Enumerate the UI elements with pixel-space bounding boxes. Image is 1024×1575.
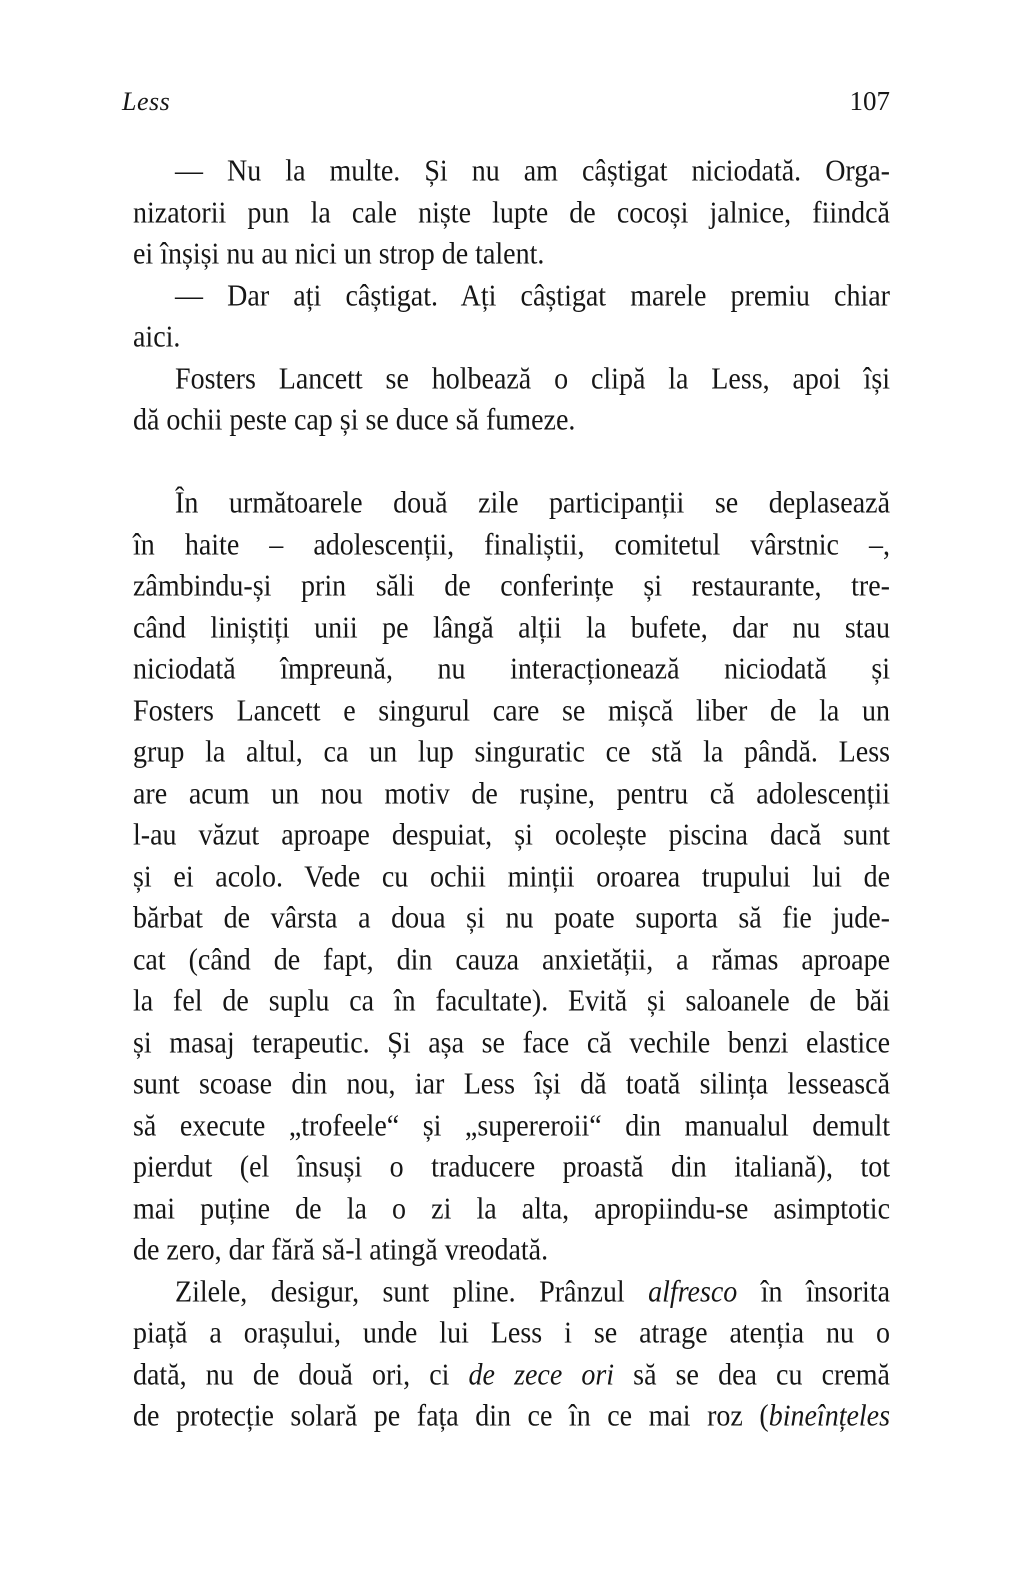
text-line xyxy=(133,606,890,651)
text-run: — Dar ați câștigat. Ați câștigat marele premiu chiar xyxy=(175,279,890,313)
text-run: bărbat de vârsta a doua și nu poate suporta să fie jude- xyxy=(133,901,890,936)
text-run: aici. xyxy=(133,320,181,355)
text-line xyxy=(133,1145,890,1190)
text-run: — Nu la multe. Și nu am câștigat niciodată. Orga- xyxy=(175,154,890,189)
text-run: în haite – adolescenții, finaliștii, comitetul vârstnic –, xyxy=(133,528,890,562)
text-run: nizatorii pun la cale niște lupte de cocoși jalnice, fiindcă xyxy=(133,196,890,230)
text-line xyxy=(133,191,890,236)
paragraph-narration-2 xyxy=(133,483,890,1272)
text-run: dată, nu de două ori, ci xyxy=(133,1358,469,1392)
text-line xyxy=(133,647,890,692)
text-run: l-au văzut aproape despuiat, și ocolește piscina dacă sunt xyxy=(133,818,890,853)
text-line xyxy=(133,357,890,402)
paragraph-dialogue-2 xyxy=(133,276,890,359)
text-line xyxy=(133,523,890,568)
paragraph-narration-1 xyxy=(133,359,890,442)
text-run: Fosters Lancett se holbează o clipă la Less, apoi își xyxy=(175,362,890,396)
text-line xyxy=(133,232,890,277)
text-line xyxy=(133,149,890,194)
text-line xyxy=(133,398,890,443)
text-run: să execute „trofeele“ și „supereroii“ din manualul demult xyxy=(133,1109,890,1143)
text-line xyxy=(133,1104,890,1149)
text-line xyxy=(133,1353,890,1398)
page-number: 107 xyxy=(849,86,890,116)
text-run: grup la altul, ca un lup singuratic ce stă la pândă. Less xyxy=(133,735,890,770)
running-title: Less xyxy=(122,87,171,116)
text-run: zâmbindu-și prin săli de conferințe și restaurante, tre- xyxy=(133,569,890,604)
text-line xyxy=(133,855,890,900)
text-run: niciodată împreună, nu interacționează niciodată și xyxy=(133,652,890,687)
text-line xyxy=(133,813,890,858)
text-run: să se dea cu cremă xyxy=(614,1358,890,1392)
text-line xyxy=(133,1270,890,1315)
italic-text-run: alfresco xyxy=(648,1275,738,1309)
text-run: de protecție solară pe fața din ce în ce mai roz ( xyxy=(133,1399,769,1434)
text-run: și ei acolo. Vede cu ochii minții oroarea trupului lui de xyxy=(133,860,890,894)
text-run: când liniștiți unii pe lângă alții la bufete, dar nu stau xyxy=(133,611,890,645)
italic-text-run: bineînțeles xyxy=(768,1399,890,1434)
italic-text-run: de zece ori xyxy=(468,1358,615,1392)
text-run: în însorita xyxy=(737,1275,891,1309)
text-run: Fosters Lancett e singurul care se mișcă liber de la un xyxy=(133,694,890,728)
text-line xyxy=(133,315,890,360)
page-header xyxy=(122,86,890,117)
text-line xyxy=(133,689,890,734)
text-line xyxy=(133,979,890,1024)
text-line xyxy=(133,938,890,983)
text-line xyxy=(133,772,890,817)
text-line xyxy=(133,274,890,319)
text-line xyxy=(133,1394,890,1439)
text-run: În următoarele două zile participanții se deplasează xyxy=(175,486,890,521)
page-body xyxy=(133,151,890,1438)
text-line xyxy=(133,1311,890,1356)
text-run: piață a orașului, unde lui Less i se atrage atenția nu o xyxy=(133,1316,890,1351)
text-run: dă ochii peste cap și se duce să fumeze. xyxy=(133,403,576,438)
text-line xyxy=(133,1228,890,1273)
text-run: are acum un nou motiv de rușine, pentru că adolescenții xyxy=(133,777,890,811)
text-run: sunt scoase din nou, iar Less își dă toată silința lessească xyxy=(133,1067,890,1102)
text-run: de zero, dar fără să-l atingă vreodată. xyxy=(133,1233,549,1268)
text-line xyxy=(133,564,890,609)
text-run: mai puține de la o zi la alta, apropiindu-se asimptotic xyxy=(133,1192,890,1226)
paragraph-dialogue-1 xyxy=(133,151,890,276)
text-line xyxy=(133,1021,890,1066)
text-line xyxy=(133,481,890,526)
text-run: ei înșiși nu au nici un strop de talent. xyxy=(133,237,545,272)
text-run: la fel de suplu ca în facultate). Evită și saloanele de băi xyxy=(133,984,890,1019)
text-line xyxy=(133,896,890,941)
text-run: cat (când de fapt, din cauza anxietății, a rămas aproape xyxy=(133,943,890,977)
text-line xyxy=(133,730,890,775)
text-run: pierdut (el însuși o traducere proastă din italiană), tot xyxy=(133,1150,890,1185)
text-line xyxy=(133,1062,890,1107)
text-line xyxy=(133,1187,890,1232)
paragraph-narration-3 xyxy=(133,1272,890,1438)
text-run: și masaj terapeutic. Și așa se face că vechile benzi elastice xyxy=(133,1026,890,1060)
text-run: Zilele, desigur, sunt pline. Prânzul xyxy=(175,1275,649,1309)
